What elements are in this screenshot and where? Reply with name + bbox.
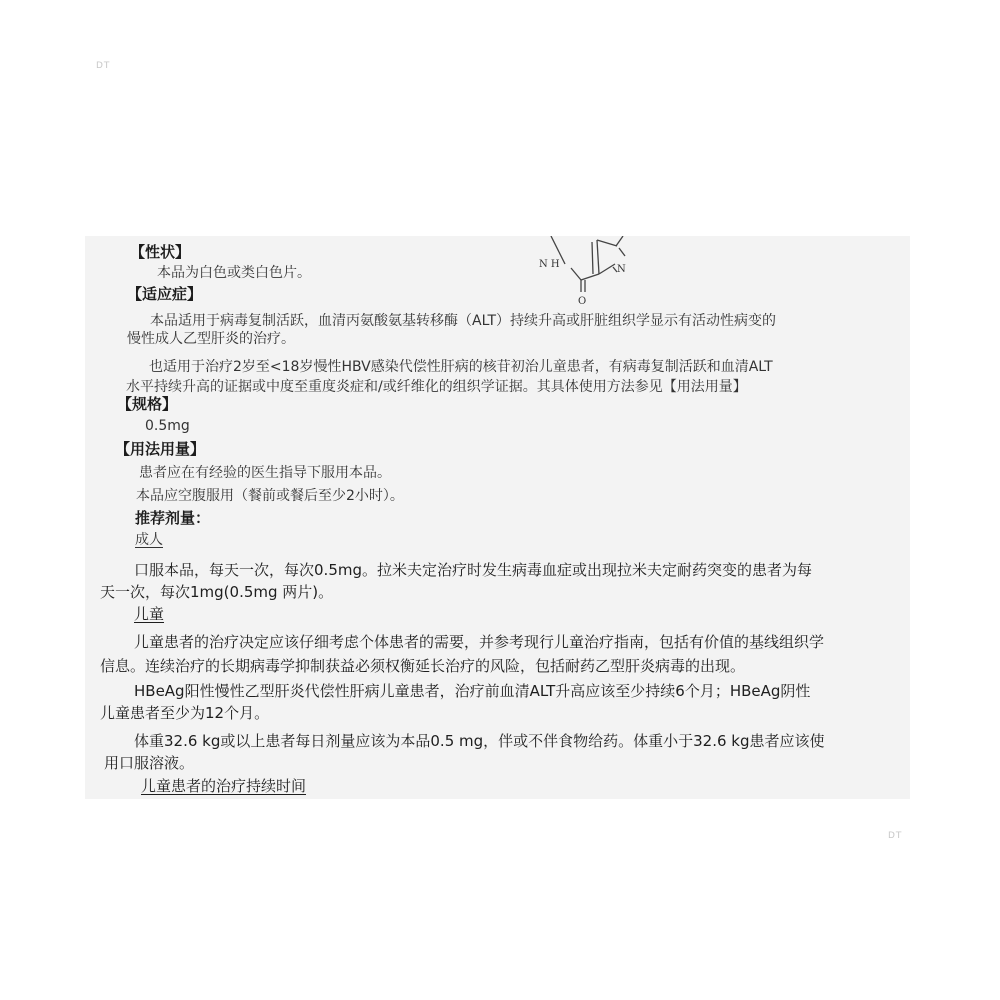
xingzhuang-text: 本品为白色或类白色片。 [157, 265, 311, 281]
child-duration-heading: 儿童患者的治疗持续时间 [141, 777, 307, 795]
n-label: N [617, 264, 626, 275]
child-p1-line1: 儿童患者的治疗决定应该仔细考虑个体患者的需要，并参考现行儿童治疗指南，包括有价值的基线组织学 [134, 633, 825, 651]
child-p3-line1: 体重32.6 kg或以上患者每日剂量应该为本品0.5 mg，伴或不伴食物给药。体重小于32.6 kg患者应该使 [134, 732, 825, 750]
indication-p1-line1: 本品适用于病毒复制活跃，血清丙氨酸氨基转移酶（ALT）持续升高或肝脏组织学显示有活动性病变的 [150, 313, 776, 329]
child-p2-line1: HBeAg阳性慢性乙型肝炎代偿性肝病儿童患者，治疗前血清ALT升高应该至少持续6个月；HBeAg阴性 [134, 682, 811, 700]
indication-p2-line1: 也适用于治疗2岁至<18岁慢性HBV感染代偿性肝病的核苷初治儿童患者，有病毒复制活跃和血清ALT [149, 359, 773, 375]
recommended-dose-heading: 推荐剂量： [135, 509, 211, 527]
leaflet-scan [85, 236, 910, 799]
section-heading-yongfa: 【用法用量】 [115, 440, 206, 458]
o-label: O [578, 296, 587, 307]
child-p3-line2: 用口服溶液。 [104, 754, 195, 772]
specification-text: 0.5mg [145, 418, 190, 434]
watermark: DT [96, 61, 111, 71]
adult-heading: 成人 [135, 532, 163, 548]
child-heading: 儿童 [134, 605, 165, 623]
adult-dose-line2: 天一次，每次1mg(0.5mg 两片)。 [100, 583, 334, 601]
section-heading-guige: 【规格】 [117, 395, 178, 413]
indication-p1-line2: 慢性成人乙型肝炎的治疗。 [127, 331, 295, 347]
adult-dose-line1: 口服本品，每天一次，每次0.5mg。拉米夫定治疗时发生病毒血症或出现拉米夫定耐药突变的患者为每 [134, 561, 812, 579]
watermark: DT [888, 831, 903, 841]
child-p1-line2: 信息。连续治疗的长期病毒学抑制获益必须权衡延长治疗的风险，包括耐药乙型肝炎病毒的出现。 [100, 657, 746, 675]
indication-p2-line2: 水平持续升高的证据或中度至重度炎症和/或纤维化的组织学证据。其具体使用方法参见【用法用量】 [126, 379, 747, 395]
usage-line2: 本品应空腹服用（餐前或餐后至少2小时）。 [136, 488, 404, 504]
section-heading-shiyingzheng: 【适应症】 [127, 285, 203, 303]
chemical-structure-diagram [537, 236, 657, 309]
child-p2-line2: 儿童患者至少为12个月。 [100, 704, 270, 722]
section-heading-xingzhuang: 【性状】 [130, 243, 191, 261]
usage-line1: 患者应在有经验的医生指导下服用本品。 [139, 465, 391, 481]
nh-label: N H [539, 259, 560, 270]
